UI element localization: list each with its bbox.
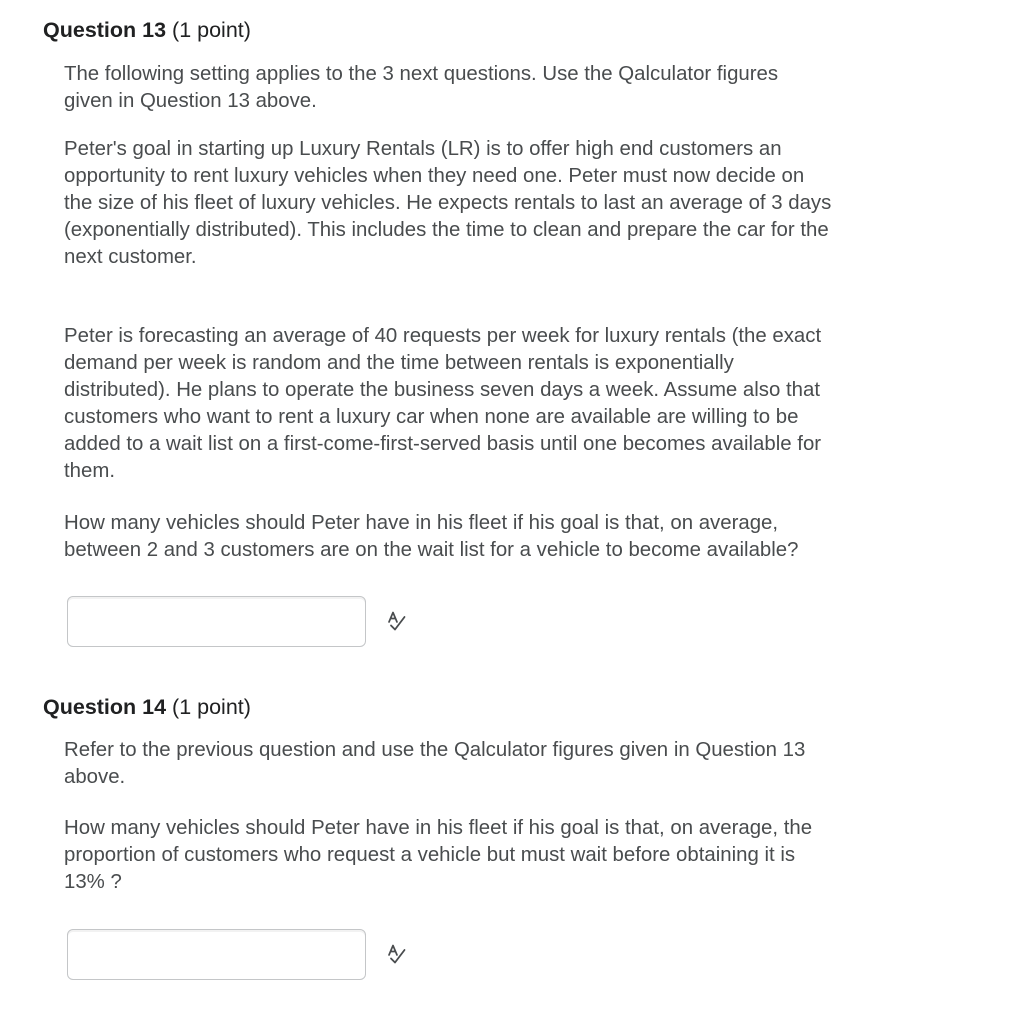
paragraph-line: Peter is forecasting an average of 40 requests per week for luxury rentals (the exact <box>64 325 822 347</box>
question-title: Question 14 <box>43 695 167 719</box>
question-paragraph <box>64 61 778 115</box>
paragraph-line: opportunity to rent luxury vehicles when they need one. Peter must now decide on <box>64 165 805 187</box>
question-paragraph <box>64 136 831 271</box>
spellcheck-icon[interactable] <box>385 943 407 965</box>
paragraph-line: demand per week is random and the time between rentals is exponentially <box>64 352 734 374</box>
question-points: (1 point) <box>172 695 251 719</box>
paragraph-line: The following setting applies to the 3 next questions. Use the Qalculator figures <box>64 63 779 85</box>
paragraph-line: above. <box>64 766 126 788</box>
paragraph-line: 13% ? <box>64 871 122 893</box>
question-title: Question 13 <box>43 18 167 42</box>
paragraph-line: customers who want to rent a luxury car when none are available are willing to be <box>64 406 799 428</box>
paragraph-line: Refer to the previous question and use the Qalculator figures given in Question 13 <box>64 739 806 761</box>
paragraph-line: Peter's goal in starting up Luxury Rentals (LR) is to offer high end customers an <box>64 138 782 160</box>
paragraph-line: them. <box>64 460 115 482</box>
spellcheck-icon[interactable] <box>385 610 407 632</box>
paragraph-line: added to a wait list on a first-come-first-served basis until one becomes available for <box>64 433 822 455</box>
answer-input-q14[interactable] <box>67 929 366 980</box>
paragraph-line: How many vehicles should Peter have in his fleet if his goal is that, on average, the <box>64 817 813 839</box>
question-paragraph <box>64 815 812 896</box>
question-paragraph <box>64 510 798 564</box>
paragraph-line: between 2 and 3 customers are on the wait list for a vehicle to become available? <box>64 539 799 561</box>
paragraph-line: proportion of customers who request a vehicle but must wait before obtaining it is <box>64 844 796 866</box>
question-paragraph <box>64 737 805 791</box>
question-header <box>43 17 251 43</box>
paragraph-line: given in Question 13 above. <box>64 90 317 112</box>
paragraph-line: next customer. <box>64 246 197 268</box>
answer-input-q13[interactable] <box>67 596 366 647</box>
question-points: (1 point) <box>172 18 251 42</box>
paragraph-line: the size of his fleet of luxury vehicles. He expects rentals to last an average of 3 days <box>64 192 832 214</box>
question-header <box>43 694 251 720</box>
question-paragraph <box>64 323 821 485</box>
paragraph-line: (exponentially distributed). This includes the time to clean and prepare the car for the <box>64 219 829 241</box>
paragraph-line: distributed). He plans to operate the business seven days a week. Assume also that <box>64 379 821 401</box>
paragraph-line: How many vehicles should Peter have in his fleet if his goal is that, on average, <box>64 512 779 534</box>
